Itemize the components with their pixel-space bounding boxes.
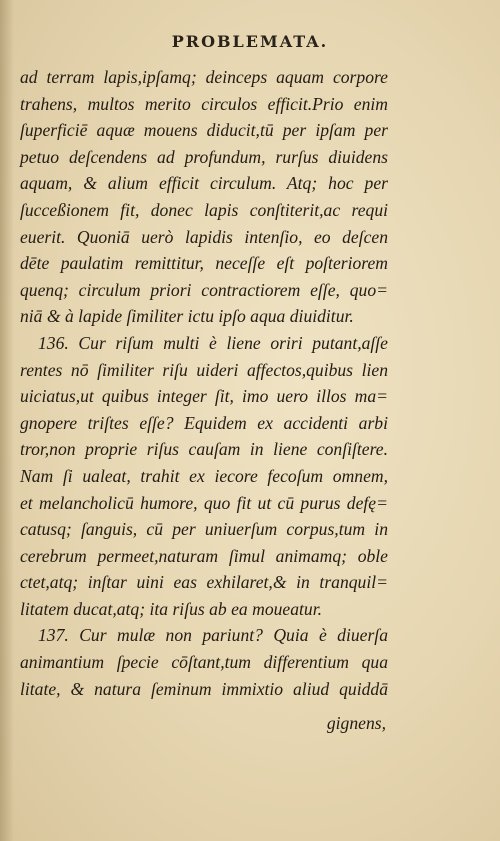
text-line: ſuperficiē aquæ mouens diducit,tū per ipſam per: [20, 120, 388, 141]
text-line: euerit. Quoniā uerò lapidis intenſio, eo deſcen: [20, 226, 388, 247]
text-line: tror,non proprie riſus cauſam in liene conſiſtere.: [20, 439, 388, 460]
text-line: catusq; ſanguis, cū per uniuerſum corpus,tum in: [20, 519, 388, 540]
text-line: litatem ducat,atq; ita riſus ab ea moueatur.: [20, 598, 323, 619]
text-line: quenq; circulum priori contractiorem eſſe, quo=: [20, 279, 388, 300]
text-line: petuo deſcendens ad profundum, rurſus diuidens: [20, 146, 388, 167]
text-line: dēte paulatim remittitur, neceſſe eſt poſteriorem: [20, 253, 388, 274]
text-line: cerebrum permeet,naturam ſimul animamq; oble: [20, 545, 388, 566]
text-line: aquam, & alium efficit circulum. Atq; hoc per: [20, 173, 388, 194]
text-line: et melancholicū humore, quo fit ut cū purus defę=: [20, 492, 388, 513]
text-line: ad terram lapis,ipſamq; deinceps aquam corpore: [20, 67, 388, 87]
text-line: Nam ſi ualeat, trahit ex iecore fecoſum omnem,: [20, 465, 388, 486]
text-line: uiciatus,ut quibus integer ſit, imo uero illos ma=: [20, 386, 388, 407]
text-line: ctet,atq; inſtar uini eas exhilaret,& in tranquil=: [20, 572, 388, 593]
text-line: rentes nō ſimiliter riſu uideri affectos,quibus lien: [20, 359, 388, 380]
text-line: litate, & natura ſeminum immixtio aliud quiddā: [20, 678, 388, 699]
text-line: animantium ſpecie cōſtant,tum differentium qua: [20, 652, 388, 673]
body-text: [20, 64, 388, 702]
catchword: gignens,: [326, 713, 386, 733]
problem-136-start: 136. Cur riſum multi è liene oriri putant,aſſe: [38, 332, 388, 353]
running-head: PROBLEMATA.: [171, 32, 329, 51]
text-line: ſucceßionem fit, donec lapis conſtiterit,ac requi: [20, 199, 388, 220]
problem-137-start: 137. Cur mulæ non pariunt? Quia è diuerſa: [38, 625, 388, 646]
text-line: niā & à lapide ſimiliter ictu ipſo aqua diuiditur.: [20, 306, 354, 327]
text-line: gnopere triſtes eſſe? Equidem ex accidenti arbi: [20, 412, 388, 433]
text-line: trahens, multos merito circulos efficit.Prio enim: [20, 93, 388, 114]
